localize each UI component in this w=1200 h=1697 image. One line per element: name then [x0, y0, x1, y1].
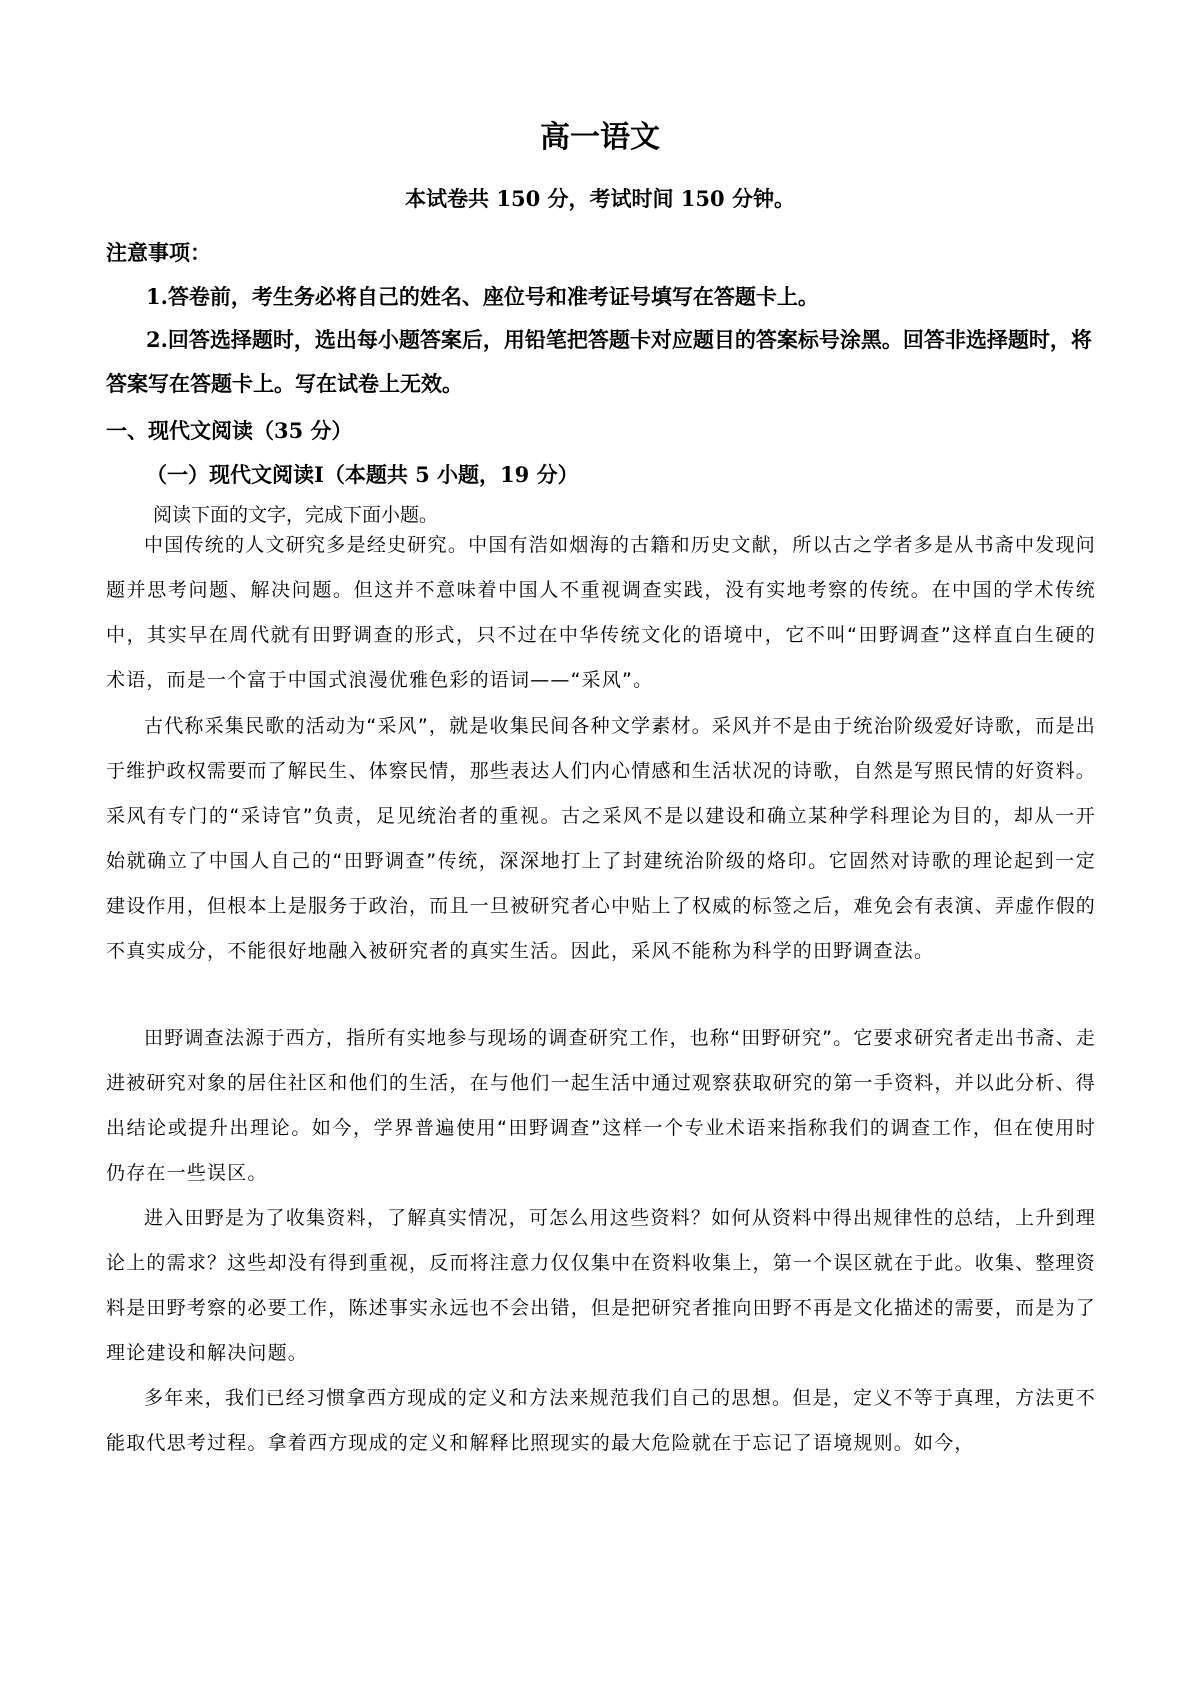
notice-item-1: 1.答卷前，考生务必将自己的姓名、座位号和准考证号填写在答题卡上。 [146, 284, 819, 309]
notice-item-2 [106, 318, 1106, 406]
subsection-heading: （一）现代文阅读Ⅰ（本题共 5 小题，19 分） [146, 462, 579, 487]
paragraph-text: 田野调查法源于西方，指所有实地参与现场的调查研究工作，也称“田野研究”。它要求研究者走出书斋、走进被研究对象的居住社区和他们的生活，在与他们一起生活中通过观察获取研究的第一手资料，并以此分析、得出结论或提升出理论。如今，学界普遍使用“田野调查”这样一个专业术语来指称我们的调查工作，但在使用时仍存在一些误区。 [106, 1027, 1096, 1184]
paragraph-text: 中国传统的人文研究多是经史研究。中国有浩如烟海的古籍和历史文献，所以古之学者多是从书斋中发现问题并思考问题、解决问题。但这并不意味着中国人不重视调查实践，没有实地考察的传统。在中国的学术传统中，其实早在周代就有田野调查的形式，只不过在中华传统文化的语境中，它不叫“田野调查”这样直白生硬的术语，而是一个富于中国式浪漫优雅色彩的语词——“采风”。 [106, 534, 1096, 691]
passage-paragraph-2 [106, 704, 1096, 974]
passage-paragraph-4 [106, 1196, 1096, 1376]
page-title: 高一语文 [540, 120, 660, 155]
passage-paragraph-1 [106, 523, 1096, 703]
paragraph-text: 古代称采集民歌的活动为“采风”，就是收集民间各种文学素材。采风并不是由于统治阶级爱好诗歌，而是出于维护政权需要而了解民生、体察民情，那些表达人们内心情感和生活状况的诗歌，自然是写照民情的好资料。采风有专门的“采诗官”负责，足见统治者的重视。古之采风不是以建设和确立某种学科理论为目的，却从一开始就确立了中国人自己的“田野调查”传统，深深地打上了封建统治阶级的烙印。它固然对诗歌的理论起到一定建设作用，但根本上是服务于政治，而且一旦被研究者心中贴上了权威的标签之后，难免会有表演、弄虚作假的不真实成分，不能很好地融入被研究者的真实生活。因此，采风不能称为科学的田野调查法。 [106, 715, 1096, 962]
paragraph-text: 进入田野是为了收集资料，了解真实情况，可怎么用这些资料？如何从资料中得出规律性的总结，上升到理论上的需求？这些却没有得到重视，反而将注意力仅仅集中在资料收集上，第一个误区就在于此。收集、整理资料是田野考察的必要工作，陈述事实永远也不会出错，但是把研究者推向田野不再是文化描述的需要，而是为了理论建设和解决问题。 [106, 1207, 1096, 1364]
passage-paragraph-5 [106, 1376, 1096, 1466]
notice-item-2-text: 2.回答选择题时，选出每小题答案后，用铅笔把答题卡对应题目的答案标号涂黑。回答非选择题时，将答案写在答题卡上。写在试卷上无效。 [106, 327, 1092, 396]
exam-info: 本试卷共 150 分，考试时间 150 分钟。 [405, 186, 795, 211]
paragraph-text: 多年来，我们已经习惯拿西方现成的定义和方法来规范我们自己的思想。但是，定义不等于真理，方法更不能取代思考过程。拿着西方现成的定义和解释比照现实的最大危险就在于忘记了语境规则。如今， [106, 1387, 1096, 1454]
notice-heading: 注意事项： [106, 240, 211, 265]
section-heading: 一、现代文阅读（35 分） [106, 418, 353, 443]
reading-instruction: 阅读下面的文字，完成下面小题。 [153, 504, 439, 526]
passage-paragraph-3 [106, 1016, 1096, 1196]
